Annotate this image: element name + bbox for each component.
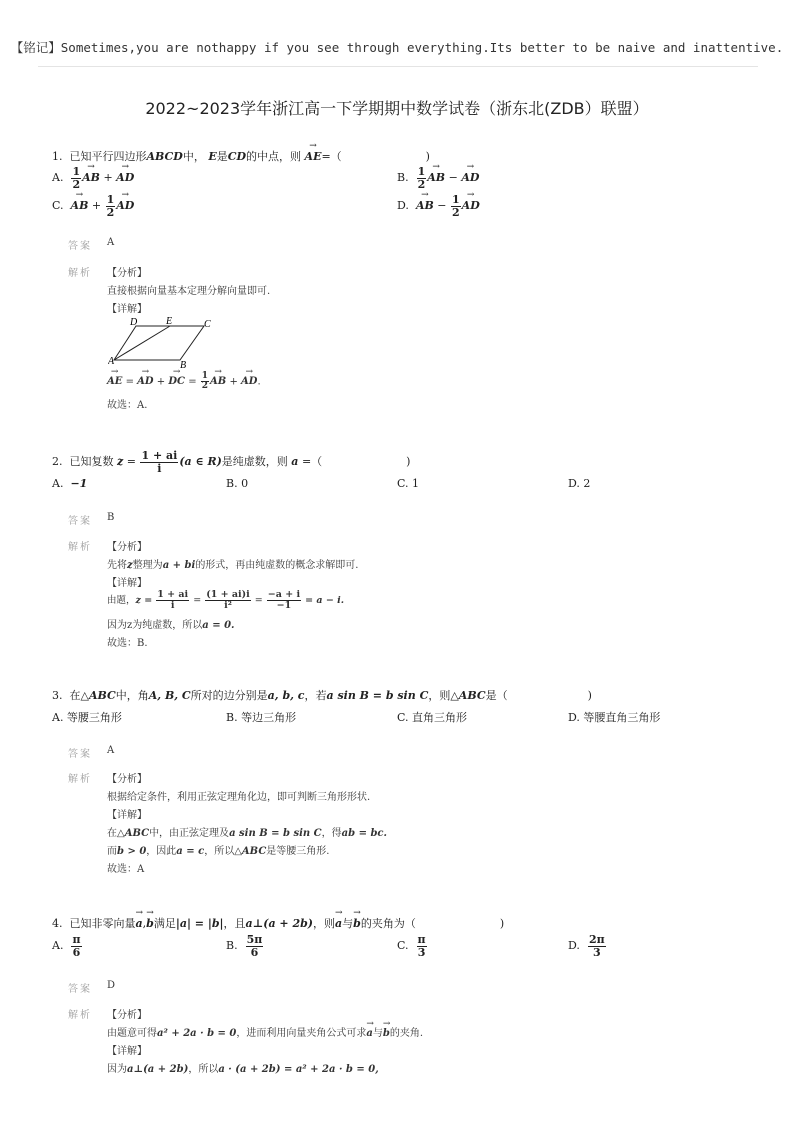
answer-label: 答案 [68, 516, 92, 527]
vertex-e: E [166, 316, 173, 327]
detail-equation: 由题，z = $\frac{1 + ai}{i}$ = $\frac{(1 + ai)i}{\text{i²}}$ = $\frac{-a + i}{-1}$ = a − i. [107, 589, 345, 611]
question-4-stem: 4. 已知非零向量→ a,→ b满足|a| = |b|，且a⊥(a + 2b)，则→ a与→ b的夹角为（ ) [52, 915, 504, 931]
question-4-option-c[interactable]: C. $\frac{\pi}{3}$ [397, 933, 426, 959]
detail-heading: 【详解】 [107, 810, 147, 821]
question-2-option-d[interactable]: D. 2 [568, 477, 591, 490]
analysis-label: 解析 [68, 1010, 92, 1021]
header-divider [38, 66, 758, 67]
question-4-option-a[interactable]: A. $\frac{\pi}{6}$ [52, 933, 81, 959]
detail-conclusion: 故选：A [107, 864, 145, 875]
vertex-d: D [130, 317, 138, 328]
analysis-heading: 【分析】 [107, 774, 147, 785]
analysis-text: 直接根据向量基本定理分解向量即可. [107, 286, 271, 297]
analysis-label: 解析 [68, 542, 92, 553]
vertex-c: C [204, 319, 211, 330]
question-3-stem: 3. 在△ABC中，角A, B, C所对的边分别是a, b, c，若a sin B = b sin C，则△ABC是（ ) [52, 689, 592, 702]
page-title: 2022~2023学年浙江高一下学期期中数学试卷（浙东北(ZDB）联盟） [145, 99, 649, 118]
vertex-a: A [108, 356, 115, 367]
question-3-option-c[interactable]: C. 直角三角形 [397, 711, 468, 724]
question-3-option-b[interactable]: B. 等边三角形 [226, 711, 297, 724]
question-1-option-a[interactable]: A. $\frac{1}{2}$ → AB + → AD [52, 166, 134, 190]
motto-banner: 【铭记】Sometimes,you are nothappy if you see through everything.Its better to be naive and inattentive. [10, 40, 784, 55]
analysis-text: 根据给定条件，利用正弦定理角化边，即可判断三角形形状. [107, 792, 371, 803]
detail-heading: 【详解】 [107, 304, 147, 315]
detail-equation: 因为a⊥(a + 2b)，所以a · (a + 2b) = a² + 2a · b = 0, [107, 1064, 379, 1075]
detail-equation: 在△ABC中，由正弦定理及a sin B = b sin C，得ab = bc. [107, 828, 388, 839]
detail-conclusion: 故选：A. [107, 400, 148, 411]
question-1-stem: 1. 已知平行四边形ABCD中， E是CD的中点，则 → AE=（ ) [52, 148, 430, 164]
analysis-heading: 【分析】 [107, 1010, 147, 1021]
analysis-heading: 【分析】 [107, 268, 147, 279]
question-1-option-c[interactable]: C. → AB + $\frac{1}{2}$ → AD [52, 194, 134, 218]
analysis-text: 由题意可得a² + 2a · b = 0，进而利用向量夹角公式可求→ a与→ b的夹角. [107, 1024, 423, 1039]
question-4-answer: D [107, 980, 116, 991]
answer-label: 答案 [68, 984, 92, 995]
detail-reasoning: 因为z为纯虚数，所以a = 0. [107, 620, 235, 631]
question-4-option-d[interactable]: D. $\frac{2\pi}{3}$ [568, 933, 605, 959]
question-3-option-a[interactable]: A. 等腰三角形 [52, 711, 122, 724]
answer-label: 答案 [68, 241, 92, 252]
question-4-option-b[interactable]: B. $\frac{5\pi}{6}$ [226, 933, 263, 959]
question-2-answer: B [107, 512, 115, 523]
vertex-b: B [180, 360, 187, 370]
parallelogram-diagram [108, 314, 218, 370]
question-2-stem: 2. 已知复数 z = $\frac{1 + ai}{i}$ (a ∈ R)是纯虚数，则 a =（ ) [52, 449, 411, 475]
question-2-option-c[interactable]: C. 1 [397, 477, 420, 490]
question-2-option-a[interactable]: A. −1 [52, 477, 88, 490]
analysis-heading: 【分析】 [107, 542, 147, 553]
detail-equation: → AE = → AD + → DC = $\frac{1}{2}$ → AB + → AD. [107, 372, 261, 392]
detail-conclusion: 故选：B. [107, 638, 148, 649]
question-3-option-d[interactable]: D. 等腰直角三角形 [568, 711, 661, 724]
question-1-option-b[interactable]: B. $\frac{1}{2}$ → AB − → AD [397, 166, 479, 190]
detail-heading: 【详解】 [107, 1046, 147, 1057]
question-3-answer: A [107, 745, 115, 756]
detail-heading: 【详解】 [107, 578, 147, 589]
analysis-text: 先将z整理为a + bi的形式，再由纯虚数的概念求解即可. [107, 560, 359, 571]
analysis-label: 解析 [68, 774, 92, 785]
answer-label: 答案 [68, 749, 92, 760]
question-1-option-d[interactable]: D. → AB − $\frac{1}{2}$ → AD [397, 194, 480, 218]
analysis-label: 解析 [68, 268, 92, 279]
detail-reasoning: 而b > 0，因此a = c，所以△ABC是等腰三角形. [107, 846, 330, 857]
question-1-answer: A [107, 237, 115, 248]
question-2-option-b[interactable]: B. 0 [226, 477, 249, 490]
